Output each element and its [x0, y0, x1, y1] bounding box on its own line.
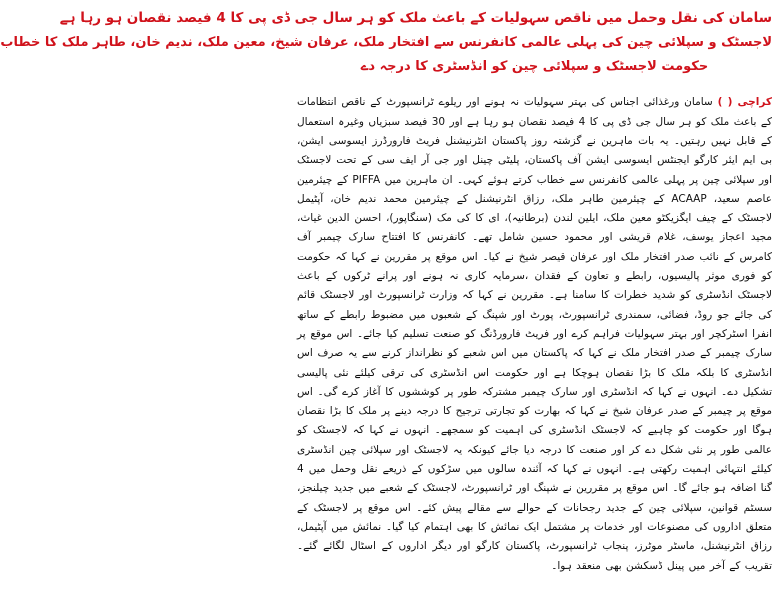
headline-main: سامان کی نقل وحمل میں ناقص سہولیات کے باعث ملک کو ہر سال جی ڈی پی کا 4 فیصد نقصان ہو رہا ہے [59, 10, 772, 26]
article-body [297, 93, 772, 575]
dateline: کراچی ( ) [717, 96, 772, 109]
article-body-text: سامان ورغذائی اجناس کی بہتر سہولیات نہ ہونے اور ریلوے ٹرانسپورٹ کے ناقص انتظامات کے باعث ملک کو ہر سال جی ڈی پی کا 4 فیصد نقصان ہو رہا ہے اور 30 فیصد سبزیاں وغیرہ استعمال کے قابل نہیں رہتیں۔ یہ بات ماہرین نے گزشتہ روز پاکستان انٹرنیشنل فریٹ فارورڈرز ایسوسی ایشن، بی ایم ایئر کارگو ایجنٹس ایسوسی ایشن آف پاکستان، پلیٹی چینل اور جی آر ایف سی کے تحت لاجسٹک اور سپلائی چین پر پہلی عالمی کانفرنس سے خطاب کرتے ہوئے کہی۔ ان ماہرین میں PIFFA کے چیئرمین عاصم سعید، ACAAP کے چیئرمین طاہر ملک، رزاق انٹرنیشنل کے چیئرمین محمد ندیم خان، آپٹیمل لاجسٹک کے چیف ایگزیکٹو معین ملک، ایلین لندن (برطانیہ)، ای کا کی مک (سنگاپور)، احسن الدین غیاث، مجید اعجاز یوسف، غلام قریشی اور محمود حسین شامل تھے۔ کانفرنس کا افتتاح سارک چیمبر آف کامرس کے نائب صدر افتخار ملک اور عرفان قیصر شیخ نے کیا۔ اس موقع پر مقررین نے کہا کہ حکومت کو فوری موثر پالیسیوں، رابطے و تعاون کے فقدان ،سرمایہ کاری نہ ہونے اور پرانے ٹرکوں کے باعث لاجسٹک انڈسٹری کو شدید خطرات کا سامنا ہے۔ مقررین نے کہا کہ وزارت ٹرانسپورٹ اور لاجسٹک قائم کی جائے جو روڈ، فضائی، سمندری ٹرانسپورٹ، پورٹ اور شپنگ کے شعبوں میں مضبوط رابطے کے ساتھ انفرا اسٹرکچر اور بہتر سہولیات فراہم کرے اور فریٹ فارورڈنگ کو صنعت تسلیم کیا جائے۔ اس موقع پر سارک چیمبر کے صدر افتخار ملک نے کہا کہ پاکستان میں اس شعبے کو نظرانداز کرنے سے یہ صرف اس انڈسٹری کا بلکہ ملک کا بڑا نقصان ہوچکا ہے اور حکومت اس انڈسٹری کی ترقی کیلئے نئی پالیسی تشکیل دے۔ انہوں نے کہا کہ انڈسٹری اور سارک چیمبر مشترکہ طور پر کوششوں کا آغاز کرے گی۔ اس موقع پر چیمبر کے صدر عرفان شیخ نے کہا کہ بھارت کو تجارتی ترجیح کا درجہ دینے پر ملک کا بڑا نقصان ہوگا اور حکومت کو چاہیے کہ لاجسٹک انڈسٹری کی اہمیت کو سمجھے۔ انہوں نے کہا کہ لاجسٹک کو عالمی طور پر نئی شکل دے کر اور صنعت کا درجہ دیا جائے کیونکہ یہ لاجسٹک اور سپلائی چین انڈسٹری کیلئے انتہائی اہمیت رکھتی ہے۔ انہوں نے کہا کہ آئندہ سالوں میں سڑکوں کے ذریعے نقل وحمل میں 4 گنا اضافہ ہو جائے گا۔ اس موقع پر مقررین نے شپنگ اور ٹرانسپورٹ، لاجسٹک کے شعبے میں جدید چیلنجز، سسٹم قوانین، سپلائی چین کے جدید رجحانات کے حوالے سے مقالے پیش کئے۔ اس موقع پر لاجسٹک کے متعلق اداروں کی مصنوعات اور خدمات پر مشتمل ایک نمائش کا بھی اہتمام کیا گیا۔ نمائش میں آپٹیمل، رزاق انٹرنیشنل، ماسٹر موٹرز، پنجاب ٹرانسپورٹ، پاکستان کارگو اور دیگر اداروں کے اسٹال لگائے گئے۔ تقریب کے آخر میں پینل ڈسکشن بھی منعقد ہوا۔ [297, 96, 773, 572]
headline-sub: لاجسٹک و سپلائی چین کی پہلی عالمی کانفرنس سے افتخار ملک، عرفان شیخ، معین ملک، ندیم خان، طاہر ملک کا خطاب [0, 34, 772, 50]
headline-third: حکومت لاجسٹک و سپلائی چین کو انڈسٹری کا درجہ دے [360, 59, 709, 75]
